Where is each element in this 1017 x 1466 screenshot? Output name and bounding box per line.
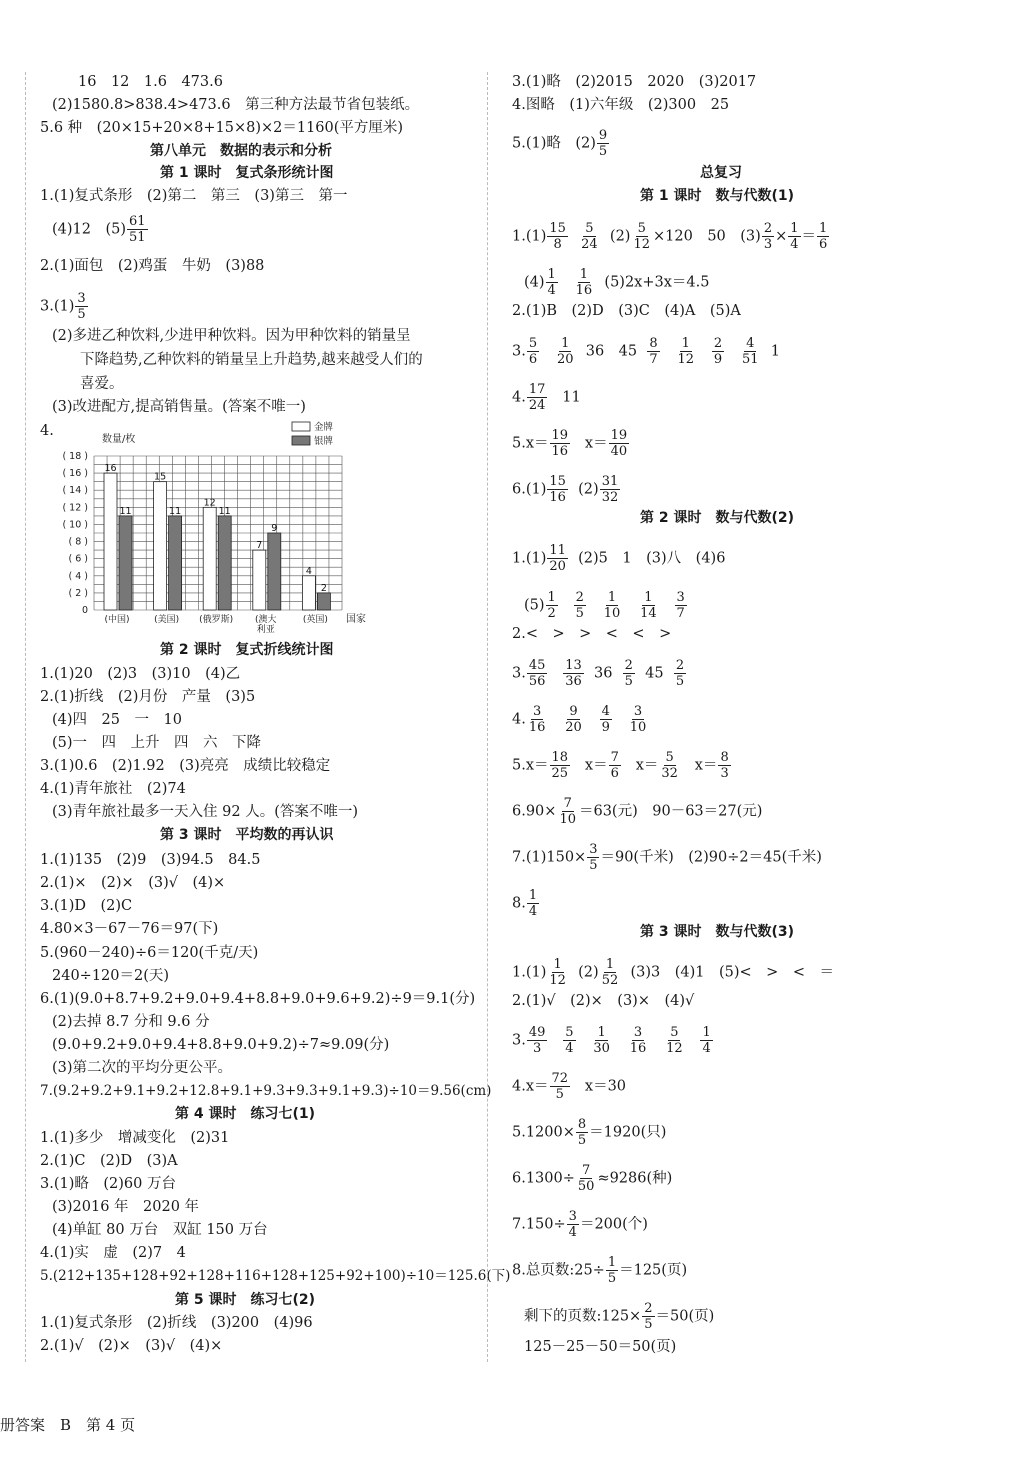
fraction: $\frac{8}{3}$ (720, 750, 729, 781)
fraction: $\frac{1}{6}$ (819, 221, 828, 252)
fraction: $\frac{4}{51}$ (741, 336, 759, 367)
bar (203, 507, 216, 610)
bar (317, 593, 330, 610)
column-divider (487, 72, 488, 1362)
fraction: $\frac{2}{5}$ (644, 1301, 653, 1332)
lesson-heading: 第 1 课时 复式条形统计图 (160, 165, 334, 181)
legend-swatch (292, 436, 310, 445)
fraction-list (526, 658, 585, 689)
answer-line: 1.(1)135 (2)9 (3)94.5 84.5 (40, 852, 261, 868)
answer-line: 16 12 1.6 473.6 (78, 74, 223, 90)
answer-line: 2.(1)面包 (2)鸡蛋 牛奶 (3)88 (40, 258, 265, 274)
answer-line: 5.(1)略 (2) $\frac{9}{5}$ (512, 128, 608, 159)
answer-line: (2)多进乙种饮料,少进甲种饮料。因为甲种饮料的销量呈 (52, 328, 411, 344)
lesson-heading: 第 2 课时 数与代数(2) (640, 510, 795, 526)
fraction: $\frac{1}{4}$ (702, 1025, 711, 1056)
answer-line: (9.0+9.2+9.0+9.4+8.8+9.0+9.2)÷7≈9.09(分) (52, 1037, 390, 1053)
bar (253, 550, 266, 610)
answer-line: (3)2016 年 2020 年 (52, 1199, 200, 1215)
fraction: $\frac{1}{12}$ (677, 336, 694, 367)
y-tick-label: ( 14 ) (62, 485, 88, 497)
fraction: $\frac{1}{30}$ (593, 1025, 610, 1056)
answer-line: 6.1300÷ $\frac{7}{50}$ ≈9286(种) (512, 1163, 673, 1194)
answer-line: 4. $\frac{3}{16}$ $\frac{9}{20}$ $\frac{4}{9}$ $\frac{3}{10}$ (512, 704, 649, 735)
fraction-list (526, 336, 577, 367)
y-tick-label: ( 6 ) (68, 553, 88, 565)
answer-line: 1.(1) $\frac{11}{20}$ (2)5 1 (3)八 (4)6 (512, 543, 726, 574)
fraction: $\frac{18}{25}$ (551, 750, 569, 781)
answer-line: 2.(1)C (2)D (3)A (40, 1153, 178, 1169)
fraction: $\frac{13}{36}$ (565, 658, 582, 689)
answer-line: 3.(1)D (2)C (40, 898, 133, 914)
lesson-heading: 第 4 课时 练习七(1) (175, 1106, 316, 1122)
answer-line: 1.(1) $\frac{15}{8}$ $\frac{5}{24}$ (2) $\frac{5}{12}$ ×120 50 (3) $\frac{2}{3}$ × $\frac{1}{4}$ ＝ $\frac{1}{6}$ (512, 221, 828, 252)
answer-line: 4.80×3－67－76＝97(下) (40, 921, 219, 937)
fraction: $\frac{1}{5}$ (607, 1255, 617, 1286)
data-label: 2 (320, 582, 327, 594)
answer-line: (3)改进配方,提高销售量。(答案不唯一) (52, 399, 306, 415)
answer-line: 2.< > > < < > (512, 626, 672, 642)
y-tick-label: ( 2 ) (68, 587, 88, 599)
data-label: 16 (104, 463, 117, 475)
answer-line: 剩下的页数:125× $\frac{2}{5}$ ＝50(页) (524, 1301, 715, 1332)
x-tick-label: (英国) (302, 615, 328, 625)
fraction: $\frac{31}{32}$ (601, 474, 619, 505)
answer-line: 3.(1)略 (2)60 万台 (40, 1176, 176, 1192)
answer-line: 5.x＝ $\frac{19}{16}$ x＝ $\frac{19}{40}$ (512, 428, 628, 459)
fraction: $\frac{7}{6}$ (610, 750, 619, 781)
fraction: $\frac{1}{12}$ (549, 957, 566, 988)
answer-line: 3. $\frac{5}{6}$ $\frac{1}{20}$ 36 45 $\frac{8}{7}$ $\frac{1}{12}$ $\frac{2}{9}$ $\frac{4}{51}$ 1 (512, 336, 780, 367)
fraction: $\frac{3}{4}$ (568, 1209, 577, 1240)
fraction: $\frac{3}{5}$ (77, 291, 86, 322)
answer-line: (3)第二次的平均分更公平。 (52, 1060, 233, 1076)
fraction: $\frac{61}{51}$ (129, 214, 146, 245)
fraction: $\frac{3}{16}$ (629, 1025, 647, 1056)
fraction: $\frac{45}{56}$ (528, 658, 546, 689)
fraction: $\frac{17}{24}$ (528, 382, 546, 413)
answer-line: 4.图略 (1)六年级 (2)300 25 (512, 97, 730, 113)
data-label: 4 (305, 565, 312, 577)
bar (218, 516, 231, 610)
answer-line: 7.150÷ $\frac{3}{4}$ ＝200(个) (512, 1209, 648, 1240)
answer-line: 1.(1)多少 增减变化 (2)31 (40, 1130, 230, 1146)
answer-line: 7.(1)150× $\frac{3}{5}$ ＝90(千米) (2)90÷2＝45(千米) (512, 842, 822, 873)
answer-line: 5.(960－240)÷6＝120(千克/天) (40, 945, 259, 961)
y-tick-label: 0 (81, 605, 88, 616)
answer-line: 2.(1)B (2)D (3)C (4)A (5)A (512, 303, 741, 319)
unit-heading: 第八单元 数据的表示和分析 (150, 143, 332, 159)
answer-line: (3)青年旅社最多一天入住 92 人。(答案不唯一) (52, 804, 359, 820)
fraction: $\frac{1}{16}$ (575, 267, 593, 298)
answer-line: 喜爱。 (80, 376, 124, 392)
lesson-heading: 第 5 课时 练习七(2) (175, 1292, 316, 1308)
answer-line: 1.(1)复式条形 (2)折线 (3)200 (4)96 (40, 1315, 313, 1331)
answer-line: 1.(1) $\frac{1}{12}$ (2) $\frac{1}{52}$ (3)3 (4)1 (5)< > < ＝ (512, 957, 834, 988)
fraction: $\frac{2}{9}$ (713, 336, 723, 367)
answer-line: (4)四 25 一 10 (52, 712, 182, 728)
fraction: $\frac{4}{9}$ (601, 704, 610, 735)
answer-line: 4. $\frac{17}{24}$ 11 (512, 382, 581, 413)
fraction: $\frac{2}{3}$ (763, 221, 773, 252)
fraction: $\frac{5}{32}$ (661, 750, 678, 781)
y-tick-label: ( 18 ) (62, 451, 88, 462)
fraction: $\frac{7}{10}$ (559, 796, 576, 827)
data-label: 12 (203, 497, 216, 509)
fraction: $\frac{11}{20}$ (549, 543, 566, 574)
fraction: $\frac{9}{5}$ (598, 128, 608, 159)
fraction: $\frac{1}{52}$ (601, 957, 619, 988)
answer-line: 5.1200× $\frac{8}{5}$ ＝1920(只) (512, 1117, 667, 1148)
x-tick-label: (美国) (154, 615, 180, 625)
answer-line: 4.(1)实 虚 (2)7 4 (40, 1245, 186, 1261)
fraction: $\frac{15}{8}$ (549, 221, 566, 252)
fraction: $\frac{7}{50}$ (577, 1163, 595, 1194)
y-tick-label: ( 10 ) (62, 519, 88, 531)
legend-swatch (292, 422, 310, 431)
fraction: $\frac{8}{7}$ (649, 336, 658, 367)
answer-line: 1.(1)复式条形 (2)第二 第三 (3)第三 第一 (40, 188, 348, 204)
lesson-heading: 第 3 课时 平均数的再认识 (160, 827, 334, 843)
fraction-list (646, 336, 761, 367)
answer-line: 5.(212+135+128+92+128+116+128+125+92+100)÷10＝125.6(下) (40, 1268, 511, 1284)
answer-line: 5.6 种 (20×15+20×8+15×8)×2＝1160(平方厘米) (40, 120, 404, 136)
fraction: $\frac{3}{16}$ (528, 704, 546, 735)
answer-line: 7.(9.2+9.2+9.1+9.2+12.8+9.1+9.3+9.3+9.1+9.3)÷10＝9.56(cm) (40, 1083, 492, 1099)
data-label: 11 (169, 505, 182, 517)
answer-line: 3. $\frac{49}{3}$ $\frac{5}{4}$ $\frac{1}{30}$ $\frac{3}{16}$ $\frac{5}{12}$ $\frac{1}{4}$ (512, 1025, 714, 1056)
answer-line: 6.90× $\frac{7}{10}$ ＝63(元) 90－63＝27(元) (512, 796, 763, 827)
answer-line: 4.x＝ $\frac{72}{5}$ x＝30 (512, 1071, 627, 1102)
answer-line: (5) $\frac{1}{2}$ $\frac{2}{5}$ $\frac{1}{10}$ $\frac{1}{14}$ $\frac{3}{7}$ (524, 590, 688, 621)
answer-line: 240÷120＝2(天) (52, 968, 170, 984)
data-label: 11 (218, 505, 231, 517)
y-tick-label: ( 12 ) (62, 502, 88, 514)
answer-line: 下降趋势,乙种饮料的销量呈上升趋势,越来越受人们的 (80, 352, 423, 368)
fraction: $\frac{49}{3}$ (528, 1025, 546, 1056)
fraction: $\frac{9}{20}$ (565, 704, 582, 735)
fraction: $\frac{15}{16}$ (549, 474, 566, 505)
fraction: $\frac{1}{4}$ (528, 888, 538, 919)
bar (104, 473, 117, 610)
y-tick-label: ( 4 ) (68, 570, 88, 582)
answer-line: 5.x＝ $\frac{18}{25}$ x＝ $\frac{7}{6}$ x＝ $\frac{5}{32}$ x＝ $\frac{8}{3}$ (512, 750, 729, 781)
fraction: $\frac{3}{10}$ (629, 704, 647, 735)
fraction: $\frac{1}{20}$ (556, 336, 574, 367)
left-margin-rule (25, 72, 26, 1362)
data-label: 7 (256, 540, 263, 552)
fraction: $\frac{5}{6}$ (528, 336, 538, 367)
answer-line: (4)单缸 80 万台 双缸 150 万台 (52, 1222, 268, 1238)
answer-line: 2.(1)√ (2)× (3)× (4)√ (512, 993, 695, 1009)
fraction: $\frac{19}{16}$ (551, 428, 569, 459)
fraction: $\frac{1}{10}$ (603, 590, 621, 621)
answer-line: (2)1580.8>838.4>473.6 第三种方法最节省包装纸。 (52, 97, 420, 113)
answer-line: 4.(1)青年旅社 (2)74 (40, 781, 186, 797)
fraction: $\frac{2}{5}$ (624, 658, 633, 689)
fraction: $\frac{19}{40}$ (610, 428, 628, 459)
legend-label: 金牌 (314, 422, 334, 433)
fraction: $\frac{3}{5}$ (589, 842, 598, 873)
answer-line: 3. $\frac{45}{56}$ $\frac{13}{36}$ 36 $\frac{2}{5}$ 45 $\frac{2}{5}$ (512, 658, 685, 689)
fraction: $\frac{1}{2}$ (547, 590, 556, 621)
bar (302, 576, 315, 610)
lesson-heading: 第 3 课时 数与代数(3) (640, 924, 795, 940)
answer-line: 1.(1)20 (2)3 (3)10 (4)乙 (40, 666, 241, 682)
page-footer: 册答案 B 第 4 页 (0, 1416, 136, 1434)
fraction: $\frac{1}{14}$ (640, 590, 657, 621)
fraction: $\frac{5}{12}$ (633, 221, 650, 252)
fraction: $\frac{8}{5}$ (577, 1117, 587, 1148)
x-tick-label: (澳大 (255, 615, 277, 625)
answer-line: 8.总页数:25÷ $\frac{1}{5}$ ＝125(页) (512, 1255, 688, 1286)
data-label: 9 (271, 523, 278, 534)
bar (119, 516, 132, 610)
data-label: 15 (154, 471, 167, 483)
legend-label: 银牌 (314, 436, 334, 447)
answer-line: (4)12 (5) $\frac{61}{51}$ (52, 214, 146, 245)
bar (268, 533, 281, 610)
answer-line: 3.(1) $\frac{3}{5}$ (40, 291, 86, 322)
fraction: $\frac{1}{4}$ (790, 221, 799, 252)
answer-line: 3.(1)0.6 (2)1.92 (3)亮亮 成绩比较稳定 (40, 758, 331, 774)
answer-line: 4. (40, 423, 54, 439)
fraction: $\frac{5}{4}$ (565, 1025, 574, 1056)
bar (169, 516, 182, 610)
x-tick-label: (中国) (104, 615, 130, 625)
section-heading: 总复习 (700, 165, 742, 181)
fraction: $\frac{72}{5}$ (551, 1071, 569, 1102)
x-tick-label: 利亚 (256, 625, 275, 633)
lesson-heading: 第 1 课时 数与代数(1) (640, 188, 795, 204)
answer-line: 125－25－50＝50(页) (524, 1339, 677, 1355)
lesson-heading: 第 2 课时 复式折线统计图 (160, 642, 334, 658)
answer-line: 8. $\frac{1}{4}$ (512, 888, 538, 919)
answer-line: (5)一 四 上升 四 六 下降 (52, 735, 262, 751)
answer-line: 6.(1)(9.0+8.7+9.2+9.0+9.4+8.8+9.0+9.6+9.2)÷9＝9.1(分) (40, 991, 476, 1007)
fraction: $\frac{5}{12}$ (666, 1025, 683, 1056)
medal-bar-chart (56, 418, 376, 633)
y-axis-title: 数量/枚 (102, 434, 136, 445)
bar (154, 482, 167, 610)
y-tick-label: ( 8 ) (68, 536, 88, 548)
answer-line: (4) $\frac{1}{4}$ $\frac{1}{16}$ (5)2x+3x＝4.5 (524, 267, 710, 298)
answer-line: 2.(1)× (2)× (3)√ (4)× (40, 875, 226, 891)
fraction: $\frac{5}{24}$ (581, 221, 598, 252)
answer-line: 2.(1)折线 (2)月份 产量 (3)5 (40, 689, 256, 705)
answer-line: 2.(1)√ (2)× (3)√ (4)× (40, 1338, 223, 1354)
answer-line: (2)去掉 8.7 分和 9.6 分 (52, 1014, 210, 1030)
x-axis-title: 国家 (346, 614, 366, 625)
y-tick-label: ( 16 ) (62, 468, 88, 480)
fraction: $\frac{2}{5}$ (675, 658, 685, 689)
fraction: $\frac{1}{4}$ (547, 267, 556, 298)
answer-line: 3.(1)略 (2)2015 2020 (3)2017 (512, 74, 757, 90)
fraction: $\frac{2}{5}$ (575, 590, 584, 621)
answer-line: 6.(1) $\frac{15}{16}$ (2) $\frac{31}{32}$ (512, 474, 619, 505)
data-label: 11 (119, 505, 132, 517)
fraction: $\frac{3}{7}$ (676, 590, 685, 621)
x-tick-label: (俄罗斯) (199, 615, 234, 625)
